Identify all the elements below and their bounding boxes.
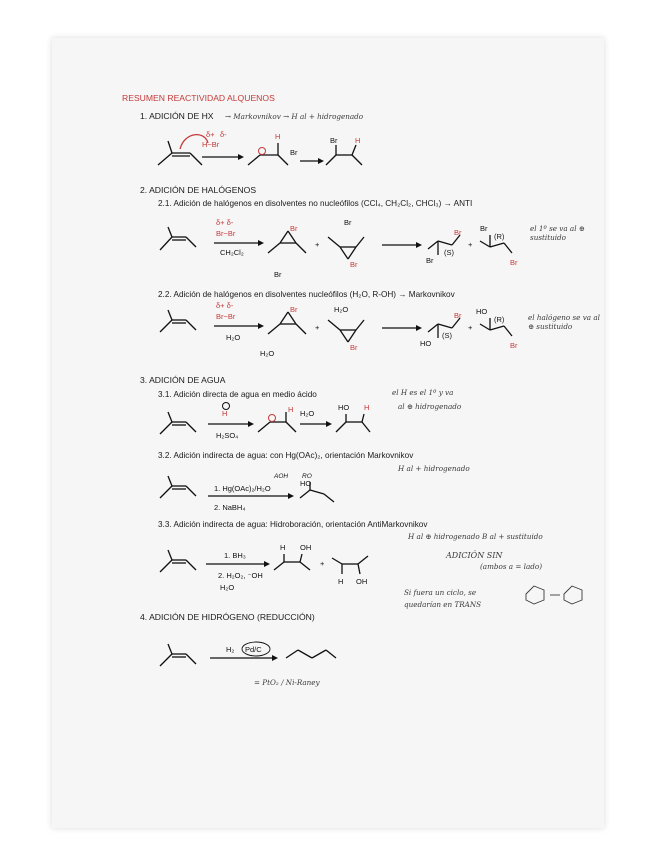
h2o-attack-2: H₂O xyxy=(334,305,349,314)
carbocation-1 xyxy=(248,143,288,165)
section-3-3-note: H al ⊕ hidrogenado B al + sustituido xyxy=(408,532,543,541)
section-2-1-heading: 2.1. Adición de halógenos en disolventes no nucleófilos (CCl₄, CH₂Cl₂, CHCl₃) → ANTI xyxy=(158,199,473,208)
section-4-heading: 4. ADICIÓN DE HIDRÓGENO (REDUCCIÓN) xyxy=(140,612,315,622)
delta-plus: δ+ xyxy=(206,130,215,139)
cycle-sketch xyxy=(520,580,600,610)
prod-br-2: Br xyxy=(454,228,462,237)
section-4-mechanism xyxy=(150,636,350,676)
h2-label: H₂ xyxy=(226,645,235,654)
section-3-heading: 3. ADICIÓN DE AGUA xyxy=(140,375,226,385)
svg-text:+: + xyxy=(468,323,473,332)
proton-label: H xyxy=(222,409,228,418)
section-3-3-heading: 3.3. Adición indirecta de agua: Hidroboración, orientación AntiMarkovnikov xyxy=(158,520,428,529)
section-3-3-note-cycle1: Si fuera un ciclo, se xyxy=(404,588,477,597)
delta-label-2: δ+ δ- xyxy=(216,301,234,310)
reagent-label-2: Br−Br xyxy=(216,312,236,321)
h-label-3: H xyxy=(288,405,294,414)
stereo-s-2: (S) xyxy=(442,331,452,340)
acid-label: H₂SO₄ xyxy=(216,431,239,440)
carbocation-3 xyxy=(258,412,296,432)
bromonium-3 xyxy=(268,312,306,334)
section-2-2-mechanism xyxy=(150,300,530,360)
prod-ho-4: HO xyxy=(300,479,312,488)
hb-step1: 1. BH₃ xyxy=(224,551,246,560)
section-3-1-heading: 3.1. Adición directa de agua en medio ácido xyxy=(158,390,317,399)
ro-note: RO xyxy=(302,473,312,480)
product-3c xyxy=(274,554,310,570)
section-3-3-mechanism xyxy=(150,540,390,600)
section-3-3-note-cycle2: quedarían en TRANS xyxy=(404,600,482,609)
prod-ho-3: HO xyxy=(338,403,350,412)
prod-h-5: H xyxy=(280,543,286,552)
section-1-heading: 1. ADICIÓN DE HX xyxy=(140,111,214,121)
section-3-3-note-sides: (ambos a = lado) xyxy=(480,562,542,571)
section-3-1-note-line2: al ⊕ hidrogenado xyxy=(398,402,462,411)
bromonium-br-3: Br xyxy=(290,305,298,314)
prod-br-6: Br xyxy=(510,341,518,350)
section-1-note: → Markovnikov → H al + hidrogenado xyxy=(225,112,364,121)
section-2-2-heading: 2.2. Adición de halógenos en disolventes nucleófilos (H₂O, R-OH) → Markovnikov xyxy=(158,290,455,299)
hbr-label: H−Br xyxy=(202,140,220,149)
bromonium-2 xyxy=(328,237,364,259)
section-3-1-mechanism xyxy=(150,400,390,448)
bromonium-br-4: Br xyxy=(350,343,358,352)
section-3-2-heading: 3.2. Adición indirecta de agua: con Hg(OAc)₂, orientación Markovnikov xyxy=(158,451,414,460)
section-2-1-mechanism xyxy=(150,215,530,279)
svg-text:+: + xyxy=(320,559,325,568)
alkene-3b xyxy=(160,476,196,498)
product-3d xyxy=(332,556,368,574)
prod-br-3: Br xyxy=(480,224,488,233)
section-3-1-note-line1: el H es el 1º y va xyxy=(392,388,454,397)
attacking-br: Br xyxy=(344,218,352,227)
section-2-1-note: el 1º se va al ⊕ sustituido xyxy=(530,224,585,242)
bromonium-br: Br xyxy=(290,224,298,233)
prod-h-3: H xyxy=(364,403,370,412)
water-label: H₂O xyxy=(300,409,315,418)
section-4-note: = PtO₂ / Ni-Raney xyxy=(254,678,320,687)
bromonium-1 xyxy=(268,231,306,253)
prod-ho-1: HO xyxy=(420,339,432,348)
step1-label: 1. Hg(OAc)₂/H₂O xyxy=(214,484,271,493)
alkene-3a xyxy=(160,412,196,434)
hb-step2: 2. H₂O₂, ⁻OH xyxy=(218,571,263,580)
alkene-2b xyxy=(160,310,196,332)
reagent-label: Br−Br xyxy=(216,229,236,238)
svg-text:+: + xyxy=(468,240,473,249)
alkene-2a xyxy=(160,227,196,250)
section-2-heading: 2. ADICIÓN DE HALÓGENOS xyxy=(140,185,257,195)
aoh-note: AOH xyxy=(274,473,289,480)
product-4 xyxy=(286,650,336,658)
bromide-label: Br xyxy=(290,148,298,157)
section-2-2-note: el halógeno se va al ⊕ sustituido xyxy=(528,313,600,331)
product-1 xyxy=(326,145,362,165)
svg-text:+: + xyxy=(315,323,320,332)
stereo-s: (S) xyxy=(444,248,454,257)
bromonium-4 xyxy=(328,320,364,342)
section-3-3-note-sin: ADICIÓN SIN xyxy=(446,551,503,560)
stereo-r-2: (R) xyxy=(494,315,505,324)
h-label: H xyxy=(275,132,281,141)
solvent-label: CH₂Cl₂ xyxy=(220,248,244,257)
alkene-4 xyxy=(160,644,196,666)
stereo-r: (R) xyxy=(494,232,505,241)
prod-br-4: Br xyxy=(510,258,518,267)
product-br: Br xyxy=(330,136,338,145)
svg-text:+: + xyxy=(315,240,320,249)
page-title: RESUMEN REACTIVIDAD ALQUENOS xyxy=(122,93,275,103)
hb-step3: H₂O xyxy=(220,583,235,592)
bromonium-br-2: Br xyxy=(350,260,358,269)
alkene-3c xyxy=(160,550,196,572)
prod-h-6: H xyxy=(338,577,344,586)
product-h: H xyxy=(355,136,361,145)
solvent-label-2: H₂O xyxy=(226,333,241,342)
delta-label: δ+ δ- xyxy=(216,218,234,227)
alkene-1 xyxy=(158,141,202,165)
product-3a xyxy=(336,414,370,432)
delta-minus: δ- xyxy=(220,130,227,139)
section-3-2-note: H al + hidrogenado xyxy=(398,464,470,473)
prod-oh-6: OH xyxy=(356,577,368,586)
h2o-attack-1: H₂O xyxy=(260,349,275,358)
step2-label: 2. NaBH₄ xyxy=(214,503,246,512)
prod-oh-5: OH xyxy=(300,543,312,552)
bottom-br: Br xyxy=(274,270,282,279)
prod-br-1: Br xyxy=(426,256,434,265)
prod-ho-2: HO xyxy=(476,307,488,316)
catalyst-label: Pd/C xyxy=(245,645,262,654)
prod-br-5: Br xyxy=(454,311,462,320)
section-1-mechanism xyxy=(150,125,370,175)
section-3-2-mechanism xyxy=(150,466,370,516)
